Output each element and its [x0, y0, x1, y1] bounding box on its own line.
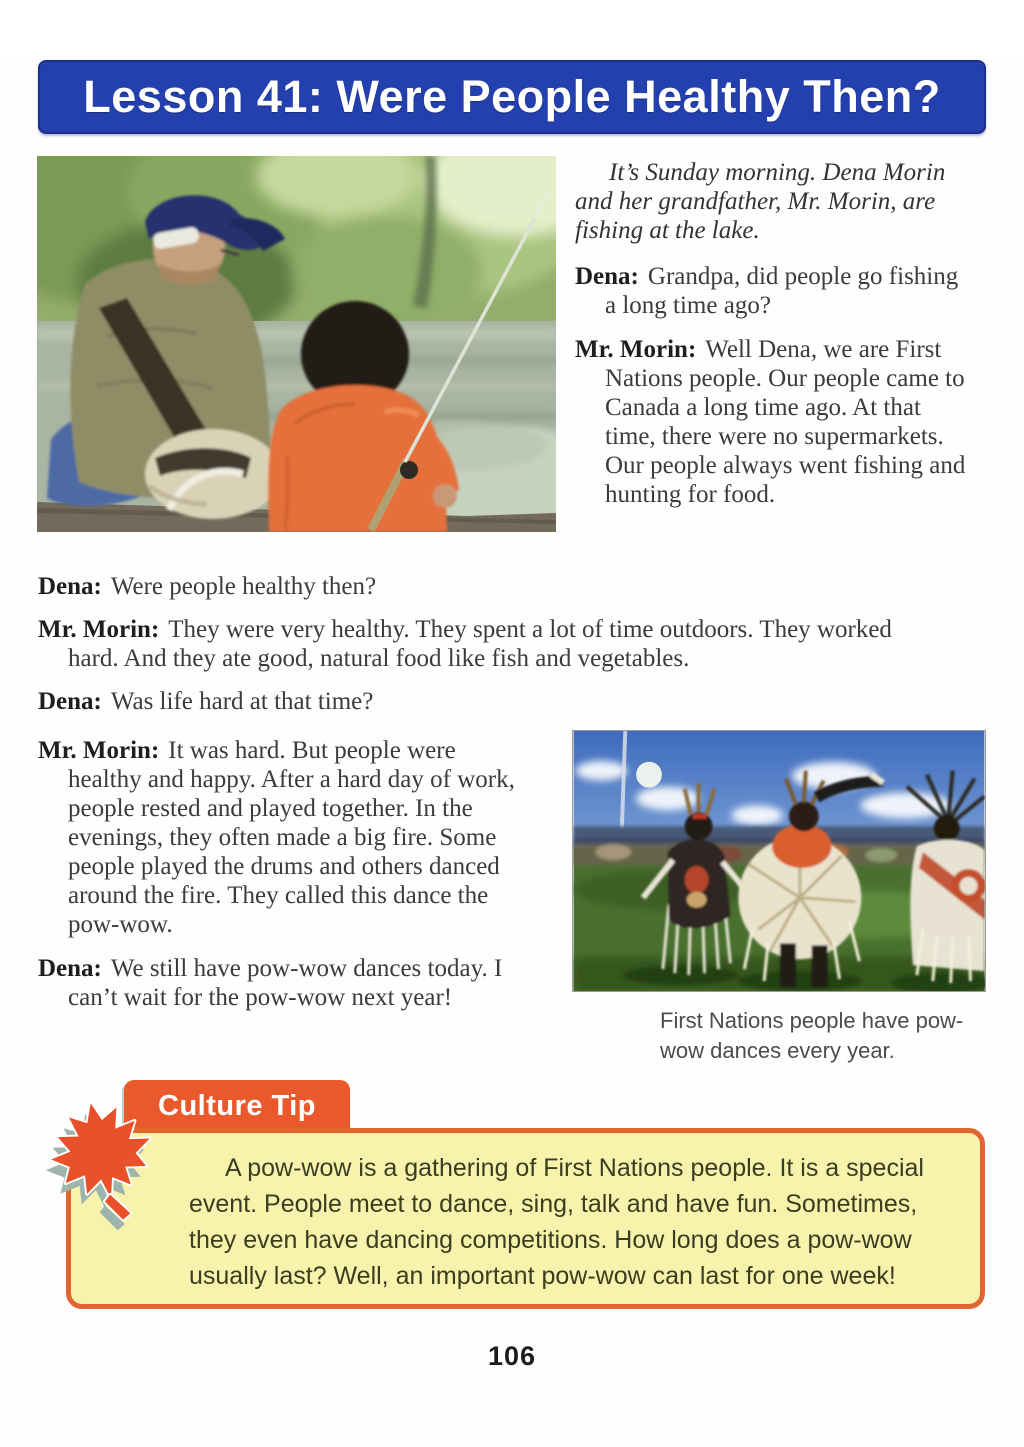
dialogue-paragraph	[38, 736, 518, 939]
speaker-line: It was hard. But people were healthy and happy. After a hard day of work, people rested and played together. In the evenings, they often made a big fire. Some people played the drums and others danced around the fire. They called this dance the pow-wow.	[68, 737, 515, 938]
dialogue-paragraph	[575, 262, 975, 320]
page-number: 106	[487, 1341, 537, 1371]
speaker-line: Well Dena, we are First Nations people. Our people came to Canada a long time ago. At that time, there were no supermarkets. Our people always went fishing and hunting for food.	[605, 336, 966, 508]
culture-tip-label: Culture Tip	[158, 1089, 317, 1122]
culture-tip-text: A pow-wow is a gathering of First Nations people. It is a special event. People meet to dance, sing, talk and have fun. Sometimes, they even have dancing competitions. How long does a pow-wow usually last? Well, an important pow-wow can last for one week!	[189, 1154, 924, 1290]
speaker-line: They were very healthy. They spent a lot of time outdoors. They worked hard. And they ate good, natural food like fish and vegetables.	[68, 616, 892, 672]
speaker-line: Grandpa, did people go fishing a long time ago?	[605, 263, 959, 319]
fishing-photo	[37, 156, 556, 532]
bottom-section	[38, 730, 986, 1066]
dialogue-paragraph	[575, 335, 975, 509]
dialogue-paragraph	[38, 572, 923, 601]
powwow-caption: First Nations people have pow-wow dances every year.	[660, 1008, 964, 1063]
textbook-page	[0, 60, 1024, 1447]
scene-intro: It’s Sunday morning. Dena Morin and her grandfather, Mr. Morin, are fishing at the lake.	[575, 159, 946, 244]
maple-leaf-icon	[41, 1091, 163, 1231]
speaker-line: We still have pow-wow dances today. I can’t wait for the pow-wow next year!	[68, 955, 503, 1011]
lesson-title-banner	[38, 60, 986, 134]
dialogue-column-left	[38, 730, 518, 1066]
culture-tip-box	[66, 1128, 985, 1309]
dialogue-paragraph	[38, 954, 518, 1012]
speaker-name: Mr. Morin:	[38, 616, 160, 643]
speaker-name: Mr. Morin:	[575, 336, 697, 363]
dialogue-paragraph	[38, 687, 923, 716]
powwow-figure	[572, 730, 986, 1066]
lesson-title: Lesson 41: Were People Healthy Then?	[83, 71, 941, 122]
dialogue-paragraph	[38, 615, 923, 673]
powwow-photo	[572, 730, 986, 992]
speaker-name: Dena:	[38, 688, 102, 715]
top-section	[37, 156, 988, 532]
dialogue-section-full	[38, 572, 923, 716]
speaker-name: Dena:	[38, 573, 102, 600]
culture-tip	[66, 1089, 985, 1309]
speaker-name: Dena:	[38, 955, 102, 982]
speaker-name: Mr. Morin:	[38, 737, 160, 764]
speaker-name: Dena:	[575, 263, 639, 290]
dialogue-column-right	[575, 156, 975, 532]
speaker-line: Was life hard at that time?	[110, 688, 374, 715]
speaker-line: Were people healthy then?	[110, 573, 377, 600]
